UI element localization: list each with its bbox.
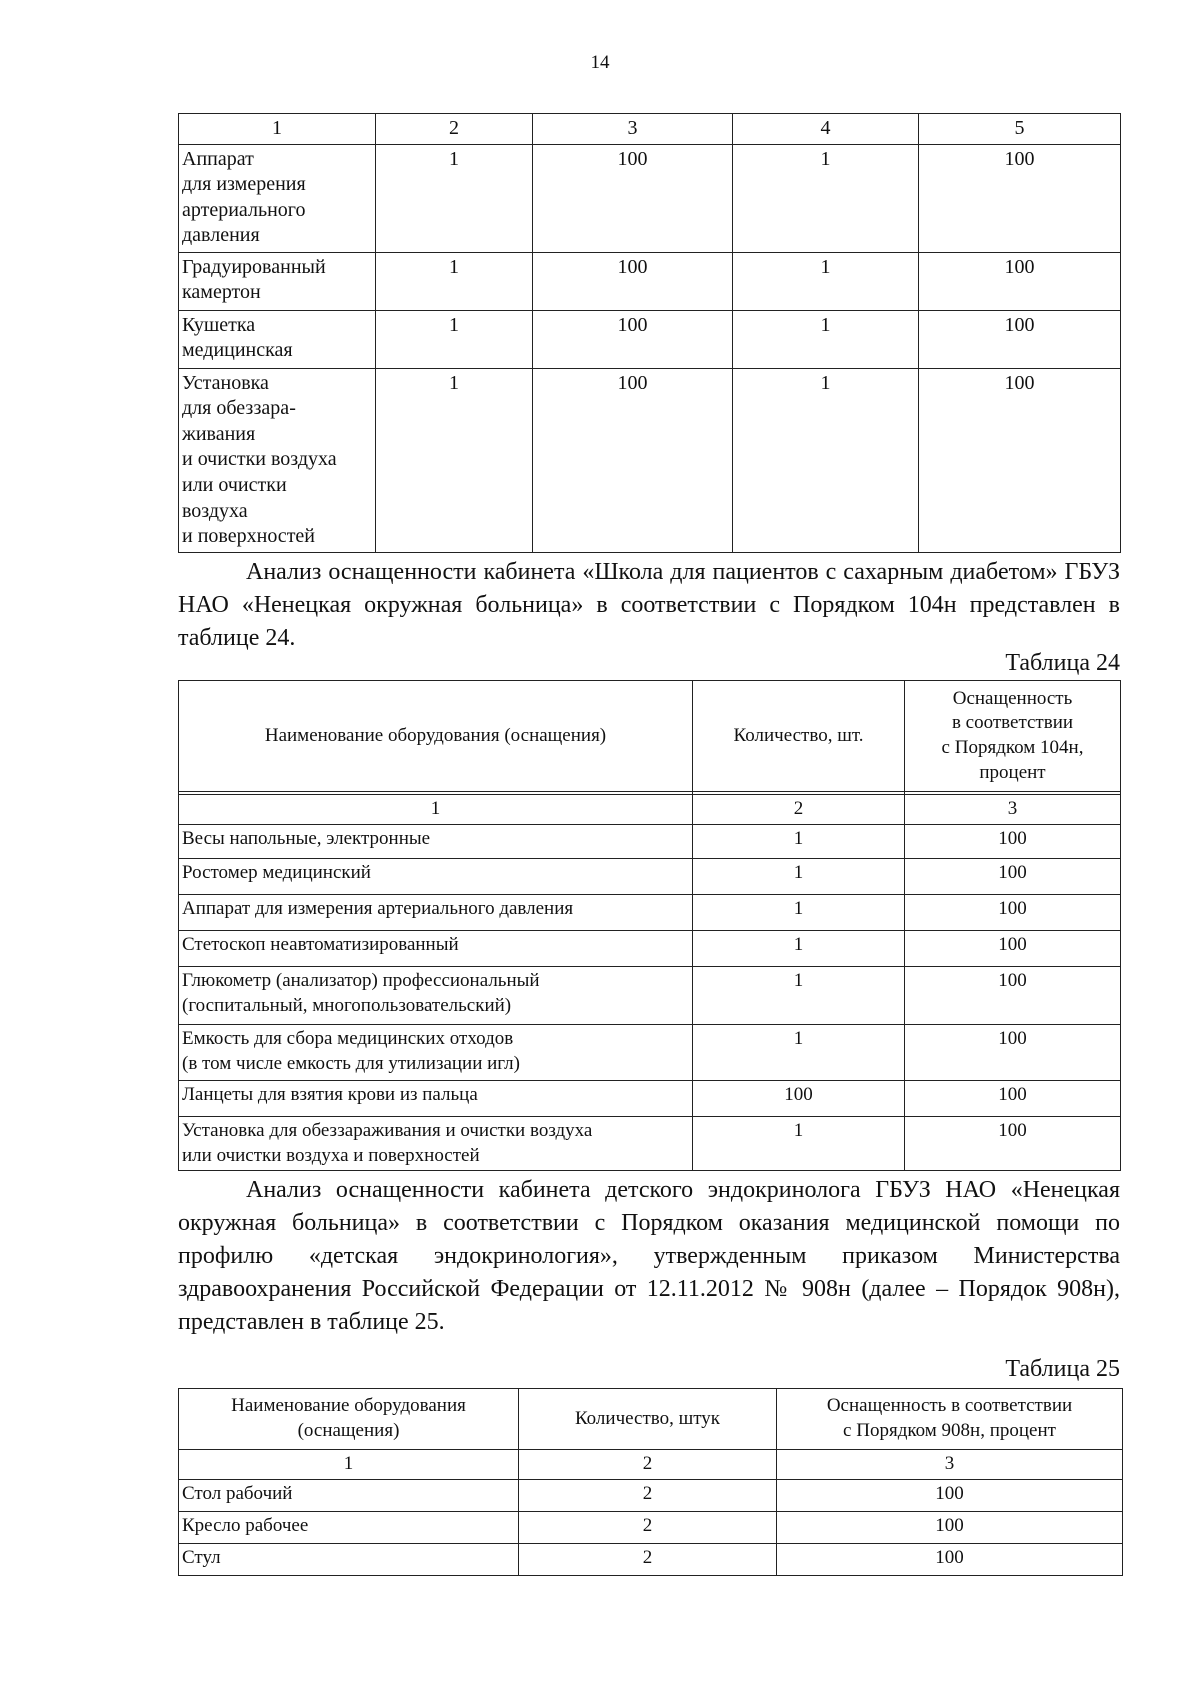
col-number: 3 [905, 795, 1121, 825]
equipment-table-continuation [178, 113, 1121, 553]
percent: 100 [777, 1544, 1123, 1576]
column-number-row [179, 1450, 1123, 1480]
cell-value: 1 [733, 144, 919, 252]
col-number: 2 [376, 114, 533, 145]
quantity: 2 [519, 1512, 777, 1544]
column-header: Наименование оборудования (оснащения) [179, 1389, 519, 1450]
table-row [179, 310, 1121, 368]
quantity: 1 [693, 967, 905, 1025]
cell-value: 1 [376, 310, 533, 368]
quantity: 1 [693, 1117, 905, 1171]
page-number: 14 [590, 52, 610, 73]
cell-value: 100 [919, 310, 1121, 368]
col-number: 1 [179, 1450, 519, 1480]
percent: 100 [905, 895, 1121, 931]
table-25 [178, 1388, 1123, 1576]
cell-value: 1 [376, 144, 533, 252]
cell-value: 100 [919, 252, 1121, 310]
quantity: 2 [519, 1480, 777, 1512]
quantity: 1 [693, 825, 905, 859]
percent: 100 [777, 1512, 1123, 1544]
col-number: 3 [533, 114, 733, 145]
cell-value: 100 [919, 144, 1121, 252]
cell-value: 1 [376, 368, 533, 552]
column-header: Количество, шт. [693, 681, 905, 792]
quantity: 2 [519, 1544, 777, 1576]
cell-value: 100 [533, 144, 733, 252]
percent: 100 [905, 967, 1121, 1025]
equipment-name: Кушетка медицинская [179, 310, 376, 368]
quantity: 1 [693, 1025, 905, 1081]
cell-value: 100 [533, 252, 733, 310]
table-row [179, 859, 1121, 895]
percent: 100 [905, 1025, 1121, 1081]
equipment-name: Глюкометр (анализатор) профессиональный (госпитальный, многопользовательский) [179, 967, 693, 1025]
column-number-row [179, 114, 1121, 145]
table-header-row [179, 1389, 1123, 1450]
quantity: 1 [693, 895, 905, 931]
table-24 [178, 680, 1121, 1171]
table-row [179, 1117, 1121, 1171]
paragraph-table24-intro: Анализ оснащенности кабинета «Школа для пациентов с сахарным диабетом» ГБУЗ НАО «Ненецкая окружная больница» в соответствии с Порядком 104н представлен в таблице 24. [178, 559, 1120, 651]
col-number: 3 [777, 1450, 1123, 1480]
column-header: Количество, штук [519, 1389, 777, 1450]
table-row [179, 1544, 1123, 1576]
col-number: 1 [179, 795, 693, 825]
percent: 100 [905, 825, 1121, 859]
table-row [179, 967, 1121, 1025]
equipment-name: Стол рабочий [179, 1480, 519, 1512]
table-row [179, 1512, 1123, 1544]
equipment-name: Ланцеты для взятия крови из пальца [179, 1081, 693, 1117]
percent: 100 [905, 1081, 1121, 1117]
table-row [179, 931, 1121, 967]
cell-value: 1 [733, 252, 919, 310]
col-number: 2 [693, 795, 905, 825]
equipment-name: Емкость для сбора медицинских отходов (в том числе емкость для утилизации игл) [179, 1025, 693, 1081]
equipment-name: Аппарат для измерения артериального давления [179, 895, 693, 931]
quantity: 1 [693, 931, 905, 967]
col-number: 1 [179, 114, 376, 145]
cell-value: 1 [733, 310, 919, 368]
col-number: 5 [919, 114, 1121, 145]
cell-value: 100 [919, 368, 1121, 552]
equipment-name: Стул [179, 1544, 519, 1576]
column-header: Наименование оборудования (оснащения) [179, 681, 693, 792]
column-number-row [179, 795, 1121, 825]
equipment-name: Установка для обеззара- живания и очистки воздуха или очистки воздуха и поверхностей [179, 368, 376, 552]
equipment-name: Весы напольные, электронные [179, 825, 693, 859]
quantity: 100 [693, 1081, 905, 1117]
percent: 100 [905, 1117, 1121, 1171]
equipment-name: Кресло рабочее [179, 1512, 519, 1544]
table-row [179, 368, 1121, 552]
cell-value: 100 [533, 310, 733, 368]
table-row [179, 895, 1121, 931]
col-number: 4 [733, 114, 919, 145]
percent: 100 [905, 859, 1121, 895]
equipment-name: Ростомер медицинский [179, 859, 693, 895]
percent: 100 [777, 1480, 1123, 1512]
cell-value: 100 [533, 368, 733, 552]
column-header: Оснащенность в соответствии с Порядком 908н, процент [777, 1389, 1123, 1450]
equipment-name: Аппарат для измерения артериального давления [179, 144, 376, 252]
table-row [179, 252, 1121, 310]
percent: 100 [905, 931, 1121, 967]
paragraph-table25-intro: Анализ оснащенности кабинета детского эндокринолога ГБУЗ НАО «Ненецкая окружная больница» в соответствии с Порядком оказания медицинской помощи по профилю «детская эндокринология», утвержденным приказом Министерства здравоохранения Российской Федерации от 12.11.2012 № 908н (далее – Порядок 908н), представлен в таблице 25. [178, 1177, 1120, 1335]
cell-value: 1 [733, 368, 919, 552]
col-number: 2 [519, 1450, 777, 1480]
quantity: 1 [693, 859, 905, 895]
column-header: Оснащенность в соответствии с Порядком 104н, процент [905, 681, 1121, 792]
table-row [179, 825, 1121, 859]
equipment-name: Установка для обеззараживания и очистки воздуха или очистки воздуха и поверхностей [179, 1117, 693, 1171]
table-row [179, 1025, 1121, 1081]
table24-caption: Таблица 24 [1005, 650, 1120, 676]
equipment-name: Градуированный камертон [179, 252, 376, 310]
table-row [179, 1480, 1123, 1512]
table-header-row [179, 681, 1121, 792]
cell-value: 1 [376, 252, 533, 310]
table-row [179, 144, 1121, 252]
equipment-name: Стетоскоп неавтоматизированный [179, 931, 693, 967]
table-row [179, 1081, 1121, 1117]
table25-caption: Таблица 25 [1005, 1356, 1120, 1382]
